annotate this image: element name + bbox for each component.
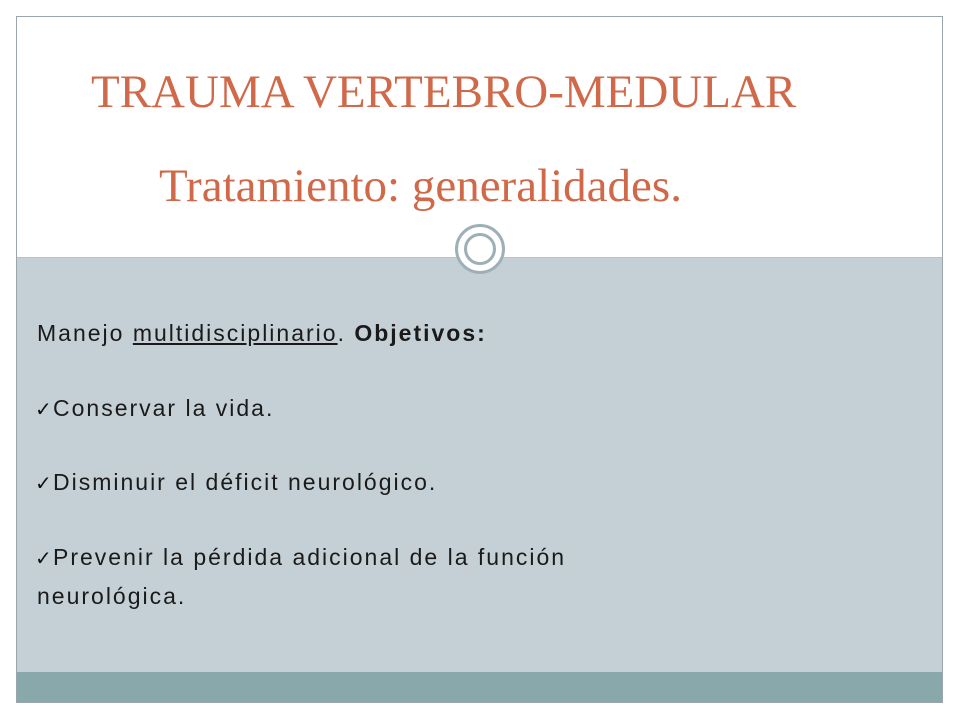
checkmark-icon: ✓ bbox=[35, 546, 54, 570]
checkmark-icon: ✓ bbox=[35, 471, 54, 495]
list-item-label: Conservar la vida. bbox=[53, 395, 275, 421]
circle-ornament-icon bbox=[455, 224, 505, 274]
list-item-label: Disminuir el déficit neurológico. bbox=[53, 469, 438, 495]
list-item-label: Prevenir la pérdida adicional de la función bbox=[53, 544, 567, 570]
intro-separator: . bbox=[337, 320, 355, 346]
intro-prefix: Manejo bbox=[37, 320, 133, 346]
list-item bbox=[35, 544, 566, 571]
footer-band bbox=[17, 672, 942, 703]
slide-title: TRAUMA VERTEBRO-MEDULAR bbox=[91, 66, 797, 118]
content-area bbox=[17, 258, 942, 672]
slide bbox=[16, 16, 943, 703]
intro-underlined-term: multidisciplinario bbox=[132, 320, 338, 346]
list-item bbox=[35, 395, 274, 422]
title-area bbox=[17, 17, 942, 257]
list-item-continuation: neurológica. bbox=[37, 583, 187, 609]
intro-line bbox=[37, 320, 487, 347]
list-item bbox=[35, 469, 437, 496]
checkmark-icon: ✓ bbox=[35, 397, 54, 421]
intro-objectives-label: Objetivos: bbox=[354, 320, 487, 346]
slide-subtitle: Tratamiento: generalidades. bbox=[159, 160, 682, 212]
